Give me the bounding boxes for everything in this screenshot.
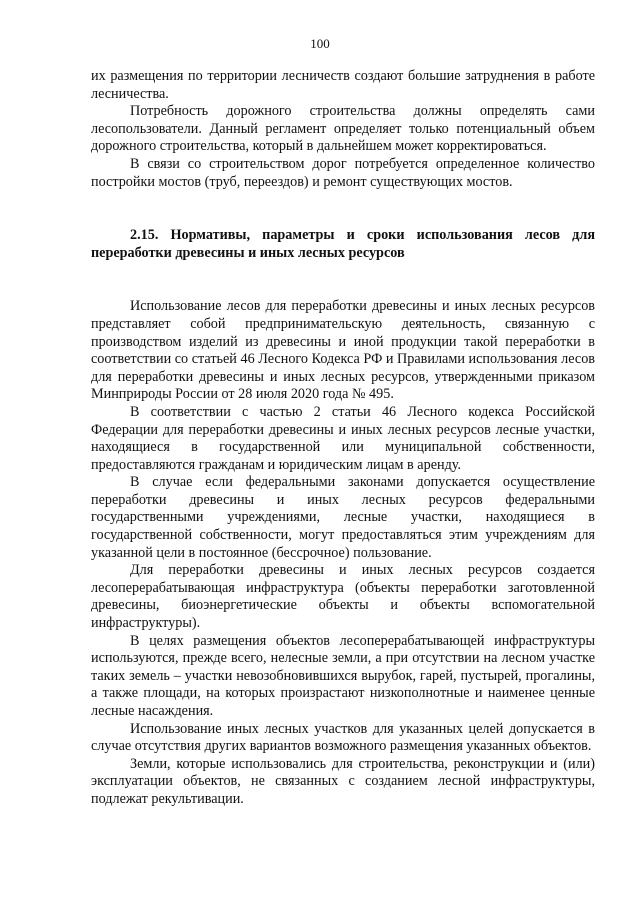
paragraph: их размещения по территории лесничеств создают большие затруднения в работе лесничества. [91, 68, 595, 102]
page-number: 100 [310, 36, 330, 51]
section-heading: 2.15. Нормативы, параметры и сроки использования лесов для переработки древесины и иных лесных ресурсов [91, 227, 595, 261]
paragraph: Для переработки древесины и иных лесных ресурсов создается лесоперерабатывающая инфраструктура (объекты переработки заготовленной древесины, биоэнергетические объекты и объекты вспомогательной инфраструктуры). [91, 562, 595, 632]
paragraph: В целях размещения объектов лесоперерабатывающей инфраструктуры используются, прежде всего, нелесные земли, а при отсутствии на лесном участке таких земель – участки невозобновившихся вырубок, гарей, пустырей, прогалины, а также площади, на которых произрастают низкополнотные и наименее ценные лесные насаждения. [91, 632, 595, 719]
paragraph: Использование иных лесных участков для указанных целей допускается в случае отсутствия других вариантов возможного размещения указанных объектов. [91, 720, 595, 755]
paragraph: Земли, которые использовались для строительства, реконструкции и (или) эксплуатации объектов, не связанных с созданием лесной инфраструктуры, подлежат рекультивации. [91, 755, 595, 807]
paragraph: В случае если федеральными законами допускается осуществление переработки древесины и иных лесных ресурсов федеральными государственными учреждениями, лесные участки, находящиеся в государственной собственности, могут предоставляться этим учреждениям для указанной цели в постоянное (бессрочное) пользование. [91, 474, 595, 561]
page-body [91, 68, 595, 809]
paragraph: Потребность дорожного строительства должны определять сами лесопользователи. Данный регламент определяет только потенциальный объем дорожного строительства, который в дальнейшем может корректироваться. [91, 103, 595, 155]
paragraph: Использование лесов для переработки древесины и иных лесных ресурсов представляет собой предпринимательскую деятельность, связанную с производством изделий из древесины и иной продукции такой переработки в соответствии со статьей 46 Лесного Кодекса РФ и Правилами использования лесов для переработки древесины и иных лесных ресурсов, утвержденными приказом Минприроды России от 28 июля 2020 года № 495. [91, 298, 595, 403]
paragraph: В соответствии с частью 2 статьи 46 Лесного кодекса Российской Федерации для переработки древесины и иных лесных ресурсов лесные участки, находящиеся в государственной или муниципальной собственности, предоставляются гражданам и юридическим лицам в аренду. [91, 403, 595, 473]
paragraph: В связи со строительством дорог потребуется определенное количество постройки мостов (труб, переездов) и ремонт существующих мостов. [91, 155, 595, 190]
